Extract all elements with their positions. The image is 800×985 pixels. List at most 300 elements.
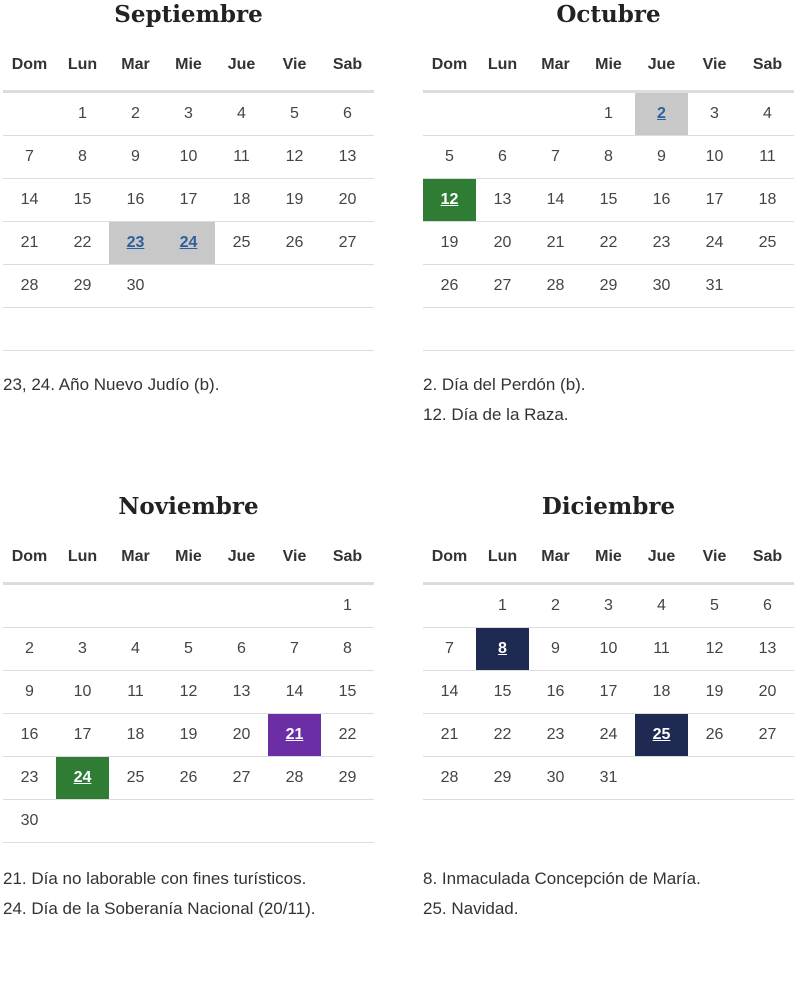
weekday-label: Jue	[635, 40, 688, 92]
week-row	[423, 714, 794, 757]
weekday-label: Mie	[162, 40, 215, 92]
day-cell	[529, 136, 582, 179]
day-cell	[162, 757, 215, 800]
day-cell	[582, 222, 635, 265]
day-number: 9	[551, 640, 560, 657]
empty-day-cell	[162, 800, 215, 843]
day-cell	[688, 265, 741, 308]
holiday-note: 8. Inmaculada Concepción de María.	[423, 869, 701, 888]
day-cell	[688, 92, 741, 136]
empty-day-cell	[529, 92, 582, 136]
empty-day-cell	[321, 265, 374, 308]
weekday-header-row	[3, 40, 374, 92]
holiday-day-cell	[56, 757, 109, 800]
day-cell	[476, 265, 529, 308]
day-number: 17	[179, 191, 198, 208]
day-cell	[268, 628, 321, 671]
week-row	[3, 671, 374, 714]
day-number: 10	[179, 148, 198, 165]
day-cell	[109, 179, 162, 222]
day-number: 28	[546, 277, 565, 294]
day-number: 8	[343, 640, 352, 657]
weekday-label: Mie	[582, 40, 635, 92]
day-cell	[321, 136, 374, 179]
empty-day-cell	[109, 800, 162, 843]
day-cell	[162, 92, 215, 136]
day-number: 11	[653, 640, 670, 657]
day-cell	[109, 757, 162, 800]
holiday-note: 12. Día de la Raza.	[423, 405, 569, 424]
holiday-day-cell	[635, 714, 688, 757]
calendar-grid	[423, 532, 794, 800]
day-cell	[423, 671, 476, 714]
day-cell	[3, 714, 56, 757]
day-number: 14	[20, 191, 39, 208]
weekday-label: Jue	[635, 532, 688, 584]
empty-day-cell	[741, 265, 794, 308]
empty-day-cell	[529, 308, 582, 351]
day-number: 29	[493, 769, 512, 786]
empty-day-cell	[635, 757, 688, 800]
day-number: 15	[73, 191, 92, 208]
day-number: 29	[338, 769, 357, 786]
calendar-grid	[3, 40, 374, 351]
empty-day-cell	[162, 308, 215, 351]
day-cell	[56, 222, 109, 265]
day-cell	[56, 714, 109, 757]
day-number: 16	[652, 191, 671, 208]
day-cell	[3, 136, 56, 179]
weekday-label: Mie	[582, 532, 635, 584]
day-cell	[741, 584, 794, 628]
day-cell	[476, 179, 529, 222]
day-number: 26	[440, 277, 459, 294]
day-cell	[582, 714, 635, 757]
day-number: 25	[232, 234, 251, 251]
day-number: 11	[127, 683, 144, 700]
day-cell	[3, 757, 56, 800]
empty-day-cell	[268, 584, 321, 628]
holiday-day-link[interactable]: 8	[498, 640, 507, 657]
calendar-grid	[3, 532, 374, 843]
day-number: 17	[705, 191, 724, 208]
month-title: Octubre	[556, 1, 661, 28]
day-number: 27	[338, 234, 357, 251]
calendar-grid	[423, 40, 794, 351]
day-number: 18	[232, 191, 251, 208]
day-cell	[423, 265, 476, 308]
weekday-label: Mar	[529, 532, 582, 584]
day-number: 28	[440, 769, 459, 786]
day-cell	[56, 628, 109, 671]
empty-day-cell	[162, 265, 215, 308]
day-number: 23	[546, 726, 565, 743]
day-number: 20	[493, 234, 512, 251]
holiday-notes	[3, 370, 363, 400]
day-number: 15	[338, 683, 357, 700]
day-number: 10	[599, 640, 618, 657]
day-number: 30	[546, 769, 565, 786]
empty-day-cell	[109, 584, 162, 628]
month-title: Noviembre	[118, 493, 259, 520]
holiday-day-cell	[423, 179, 476, 222]
day-cell	[688, 714, 741, 757]
day-number: 16	[546, 683, 565, 700]
day-number: 4	[131, 640, 140, 657]
day-number: 6	[498, 148, 507, 165]
day-cell	[635, 222, 688, 265]
day-cell	[476, 714, 529, 757]
day-number: 14	[546, 191, 565, 208]
day-number: 24	[705, 234, 724, 251]
weekday-label: Vie	[688, 40, 741, 92]
day-cell	[268, 222, 321, 265]
day-number: 20	[758, 683, 777, 700]
empty-day-cell	[215, 800, 268, 843]
weekday-label: Sab	[321, 532, 374, 584]
month-title: Diciembre	[541, 493, 676, 520]
empty-day-cell	[268, 800, 321, 843]
day-cell	[423, 714, 476, 757]
day-number: 16	[126, 191, 145, 208]
day-cell	[688, 179, 741, 222]
weekday-label: Vie	[268, 40, 321, 92]
day-number: 29	[599, 277, 618, 294]
week-row	[3, 222, 374, 265]
day-number: 11	[233, 148, 250, 165]
day-number: 21	[440, 726, 459, 743]
day-number: 29	[73, 277, 92, 294]
day-number: 9	[131, 148, 140, 165]
day-number: 3	[184, 105, 193, 122]
day-number: 4	[657, 597, 666, 614]
weekday-label: Dom	[423, 40, 476, 92]
day-cell	[741, 628, 794, 671]
holiday-day-link[interactable]: 25	[652, 726, 671, 743]
holiday-day-link[interactable]: 24	[73, 769, 92, 786]
weekday-label: Mar	[109, 40, 162, 92]
day-number: 26	[179, 769, 198, 786]
day-cell	[582, 628, 635, 671]
week-row	[3, 584, 374, 628]
day-cell	[635, 179, 688, 222]
day-number: 28	[20, 277, 39, 294]
empty-day-cell	[56, 584, 109, 628]
day-number: 20	[338, 191, 357, 208]
day-cell	[268, 92, 321, 136]
day-number: 2	[25, 640, 34, 657]
week-row	[423, 265, 794, 308]
day-number: 12	[285, 148, 304, 165]
day-number: 17	[73, 726, 92, 743]
day-number: 3	[604, 597, 613, 614]
empty-day-cell	[56, 800, 109, 843]
day-number: 3	[710, 105, 719, 122]
weekday-label: Sab	[741, 532, 794, 584]
day-cell	[321, 179, 374, 222]
day-cell	[56, 671, 109, 714]
day-number: 12	[179, 683, 198, 700]
empty-day-cell	[215, 265, 268, 308]
day-cell	[529, 714, 582, 757]
day-number: 10	[73, 683, 92, 700]
week-row	[423, 757, 794, 800]
weekday-label: Dom	[423, 532, 476, 584]
day-cell	[529, 265, 582, 308]
day-number: 30	[126, 277, 145, 294]
day-cell	[162, 136, 215, 179]
day-cell	[56, 265, 109, 308]
day-number: 18	[126, 726, 145, 743]
empty-day-cell	[741, 757, 794, 800]
empty-day-cell	[423, 92, 476, 136]
day-number: 12	[705, 640, 724, 657]
day-number: 7	[290, 640, 299, 657]
day-cell	[635, 265, 688, 308]
day-cell	[423, 757, 476, 800]
day-cell	[635, 671, 688, 714]
weekday-label: Jue	[215, 532, 268, 584]
holiday-notes	[423, 864, 794, 924]
week-row	[423, 179, 794, 222]
day-cell	[162, 628, 215, 671]
day-cell	[215, 671, 268, 714]
day-cell	[215, 628, 268, 671]
day-cell	[476, 222, 529, 265]
weekday-label: Jue	[215, 40, 268, 92]
holiday-note: 24. Día de la Soberanía Nacional (20/11).	[3, 899, 316, 918]
day-cell	[268, 671, 321, 714]
empty-day-cell	[162, 584, 215, 628]
empty-day-cell	[582, 308, 635, 351]
day-number: 1	[498, 597, 507, 614]
day-number: 21	[546, 234, 565, 251]
day-cell	[529, 222, 582, 265]
day-cell	[56, 179, 109, 222]
weekday-label: Mie	[162, 532, 215, 584]
day-cell	[109, 671, 162, 714]
day-cell	[3, 671, 56, 714]
day-cell	[3, 628, 56, 671]
day-cell	[56, 136, 109, 179]
day-cell	[476, 671, 529, 714]
week-row	[3, 92, 374, 136]
day-number: 19	[285, 191, 304, 208]
day-number: 13	[338, 148, 357, 165]
empty-day-cell	[688, 308, 741, 351]
day-cell	[56, 92, 109, 136]
day-number: 7	[551, 148, 560, 165]
empty-day-cell	[321, 308, 374, 351]
day-cell	[162, 179, 215, 222]
day-cell	[582, 757, 635, 800]
day-cell	[741, 136, 794, 179]
day-number: 13	[232, 683, 251, 700]
holiday-day-link[interactable]: 2	[657, 105, 666, 122]
day-number: 31	[705, 277, 724, 294]
day-cell	[321, 584, 374, 628]
holiday-day-cell	[162, 222, 215, 265]
day-number: 14	[285, 683, 304, 700]
day-number: 7	[445, 640, 454, 657]
day-number: 2	[131, 105, 140, 122]
week-row	[3, 800, 374, 843]
day-cell	[268, 757, 321, 800]
empty-day-cell	[741, 308, 794, 351]
empty-day-cell	[215, 308, 268, 351]
empty-day-cell	[268, 308, 321, 351]
day-number: 1	[343, 597, 352, 614]
day-cell	[215, 179, 268, 222]
day-number: 13	[493, 191, 512, 208]
day-cell	[423, 628, 476, 671]
day-number: 22	[493, 726, 512, 743]
day-number: 27	[232, 769, 251, 786]
day-number: 22	[338, 726, 357, 743]
day-cell	[3, 800, 56, 843]
day-number: 11	[759, 148, 776, 165]
weekday-label: Lun	[56, 40, 109, 92]
day-cell	[582, 179, 635, 222]
day-cell	[321, 714, 374, 757]
day-cell	[109, 628, 162, 671]
day-cell	[635, 136, 688, 179]
day-number: 19	[179, 726, 198, 743]
day-cell	[321, 671, 374, 714]
day-cell	[688, 628, 741, 671]
week-row	[423, 671, 794, 714]
empty-day-cell	[423, 584, 476, 628]
day-cell	[529, 179, 582, 222]
day-number: 23	[20, 769, 39, 786]
day-cell	[529, 671, 582, 714]
day-cell	[582, 136, 635, 179]
day-cell	[215, 222, 268, 265]
day-number: 30	[20, 812, 39, 829]
day-cell	[3, 179, 56, 222]
week-row	[423, 584, 794, 628]
day-number: 28	[285, 769, 304, 786]
empty-day-cell	[635, 308, 688, 351]
day-number: 5	[290, 105, 299, 122]
empty-day-cell	[476, 92, 529, 136]
weekday-label: Vie	[688, 532, 741, 584]
holiday-day-link[interactable]: 12	[440, 191, 459, 208]
day-cell	[529, 628, 582, 671]
day-cell	[741, 92, 794, 136]
week-row	[423, 92, 794, 136]
holiday-day-link[interactable]: 21	[285, 726, 304, 743]
weekday-label: Lun	[476, 40, 529, 92]
day-cell	[741, 222, 794, 265]
holiday-day-link[interactable]: 24	[179, 234, 198, 251]
day-cell	[582, 584, 635, 628]
weekday-label: Sab	[741, 40, 794, 92]
day-number: 25	[126, 769, 145, 786]
day-number: 20	[232, 726, 251, 743]
day-cell	[741, 671, 794, 714]
day-cell	[268, 179, 321, 222]
day-cell	[688, 584, 741, 628]
day-number: 19	[705, 683, 724, 700]
day-cell	[529, 584, 582, 628]
holiday-note: 25. Navidad.	[423, 899, 519, 918]
week-row	[3, 628, 374, 671]
day-cell	[476, 757, 529, 800]
day-cell	[215, 92, 268, 136]
day-number: 2	[551, 597, 560, 614]
holiday-day-link[interactable]: 23	[126, 234, 145, 251]
empty-day-cell	[423, 308, 476, 351]
day-number: 30	[652, 277, 671, 294]
day-cell	[321, 92, 374, 136]
day-number: 4	[763, 105, 772, 122]
day-cell	[109, 265, 162, 308]
day-number: 16	[20, 726, 39, 743]
weekday-label: Vie	[268, 532, 321, 584]
day-number: 6	[343, 105, 352, 122]
day-cell	[529, 757, 582, 800]
day-cell	[321, 628, 374, 671]
day-cell	[741, 714, 794, 757]
weekday-header-row	[423, 40, 794, 92]
day-number: 5	[710, 597, 719, 614]
day-cell	[688, 136, 741, 179]
day-cell	[688, 222, 741, 265]
day-cell	[476, 136, 529, 179]
day-number: 5	[184, 640, 193, 657]
day-number: 17	[599, 683, 618, 700]
day-cell	[109, 714, 162, 757]
day-number: 1	[604, 105, 613, 122]
week-row	[3, 757, 374, 800]
week-row	[3, 714, 374, 757]
week-row	[3, 265, 374, 308]
week-row	[423, 628, 794, 671]
day-cell	[476, 584, 529, 628]
day-number: 15	[599, 191, 618, 208]
empty-day-cell	[688, 757, 741, 800]
weekday-label: Dom	[3, 40, 56, 92]
day-number: 10	[705, 148, 724, 165]
empty-day-cell	[215, 584, 268, 628]
day-cell	[215, 136, 268, 179]
day-cell	[741, 179, 794, 222]
day-number: 25	[758, 234, 777, 251]
empty-day-cell	[56, 308, 109, 351]
day-cell	[109, 92, 162, 136]
empty-day-cell	[476, 308, 529, 351]
day-number: 9	[25, 683, 34, 700]
day-cell	[3, 222, 56, 265]
month-september	[3, 0, 374, 440]
week-row	[3, 136, 374, 179]
day-number: 15	[493, 683, 512, 700]
month-november	[3, 492, 374, 985]
day-number: 6	[763, 597, 772, 614]
day-cell	[215, 714, 268, 757]
holiday-note: 21. Día no laborable con fines turísticos.	[3, 869, 307, 888]
month-october	[423, 0, 794, 440]
day-cell	[162, 671, 215, 714]
day-number: 27	[493, 277, 512, 294]
day-number: 8	[604, 148, 613, 165]
weekday-label: Mar	[529, 40, 582, 92]
day-cell	[635, 584, 688, 628]
holiday-day-cell	[476, 628, 529, 671]
day-number: 8	[78, 148, 87, 165]
day-number: 18	[652, 683, 671, 700]
